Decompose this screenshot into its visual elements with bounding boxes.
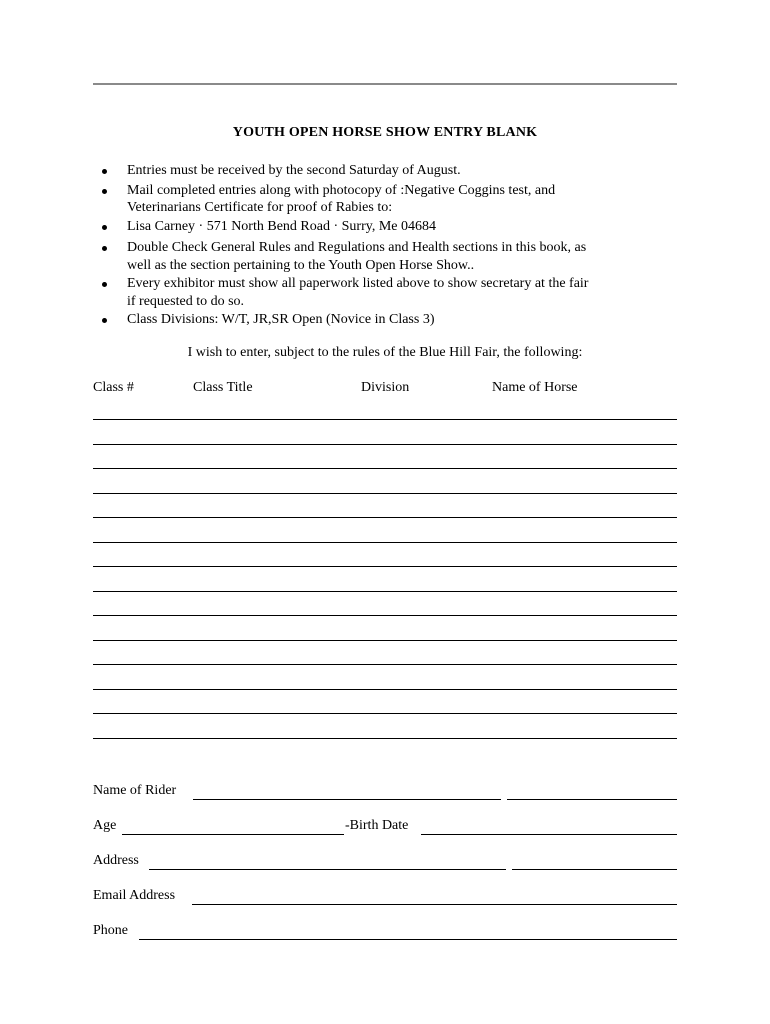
email-label: Email Address	[93, 888, 176, 903]
instruction-text: Lisa Carney · 571 North Bend Road · Surry, Me 04684	[127, 218, 436, 234]
phone-label: Phone	[93, 923, 128, 938]
top-rule	[93, 83, 677, 85]
entry-line[interactable]	[93, 517, 677, 518]
phone-input[interactable]	[139, 939, 677, 940]
instruction-item	[100, 275, 680, 310]
entry-line[interactable]	[93, 542, 677, 543]
age-label: Age	[93, 818, 117, 833]
bullet-icon	[102, 246, 107, 251]
instruction-item	[100, 218, 680, 236]
instruction-item	[100, 162, 680, 180]
bullet-icon	[102, 225, 107, 230]
instruction-text: Entries must be received by the second Saturday of August.	[127, 163, 461, 178]
column-header-division: Division	[361, 380, 410, 395]
entry-line[interactable]	[93, 468, 677, 469]
email-input[interactable]	[192, 904, 677, 905]
rider-name-label: Name of Rider	[93, 783, 177, 798]
instruction-item	[100, 239, 680, 274]
bullet-icon	[102, 282, 107, 287]
instructions-list	[100, 162, 680, 329]
column-header-horse-name: Name of Horse	[492, 380, 578, 395]
address-extra-input[interactable]	[512, 869, 677, 870]
column-header-class-number: Class #	[93, 380, 134, 395]
rider-name-input[interactable]	[193, 799, 501, 800]
instruction-text: well as the section pertaining to the Youth Open Horse Show..	[127, 257, 475, 273]
entry-line[interactable]	[93, 591, 677, 592]
rider-name-extra-input[interactable]	[507, 799, 677, 800]
entry-line[interactable]	[93, 738, 677, 739]
entry-line[interactable]	[93, 566, 677, 567]
entry-line[interactable]	[93, 419, 677, 420]
birth-date-input[interactable]	[421, 834, 677, 835]
instruction-text: Double Check General Rules and Regulations and Health sections in this book, as	[127, 240, 587, 255]
entry-intro: I wish to enter, subject to the rules of the Blue Hill Fair, the following:	[187, 345, 583, 360]
entry-line[interactable]	[93, 664, 677, 665]
entry-line[interactable]	[93, 713, 677, 714]
address-label: Address	[93, 853, 139, 868]
age-input[interactable]	[122, 834, 344, 835]
form-title: YOUTH OPEN HORSE SHOW ENTRY BLANK	[232, 125, 538, 140]
instruction-item	[100, 311, 680, 329]
instruction-text: Class Divisions: W/T, JR,SR Open (Novice in Class 3)	[127, 312, 435, 327]
entry-line[interactable]	[93, 640, 677, 641]
instruction-text: Veterinarians Certificate for proof of Rabies to:	[127, 200, 393, 215]
entry-line[interactable]	[93, 689, 677, 690]
instruction-text: Mail completed entries along with photocopy of :Negative Coggins test, and	[127, 182, 556, 198]
column-header-class-title: Class Title	[193, 380, 253, 395]
bullet-icon	[102, 169, 107, 174]
bullet-icon	[102, 318, 107, 323]
birth-date-label: -Birth Date	[345, 818, 409, 833]
instruction-text: Every exhibitor must show all paperwork listed above to show secretary at the fair	[127, 276, 589, 291]
address-input[interactable]	[149, 869, 506, 870]
bullet-icon	[102, 189, 107, 194]
entry-line[interactable]	[93, 493, 677, 494]
instruction-item	[100, 182, 680, 217]
entry-line[interactable]	[93, 615, 677, 616]
instruction-text: if requested to do so.	[127, 293, 245, 309]
entry-line[interactable]	[93, 444, 677, 445]
